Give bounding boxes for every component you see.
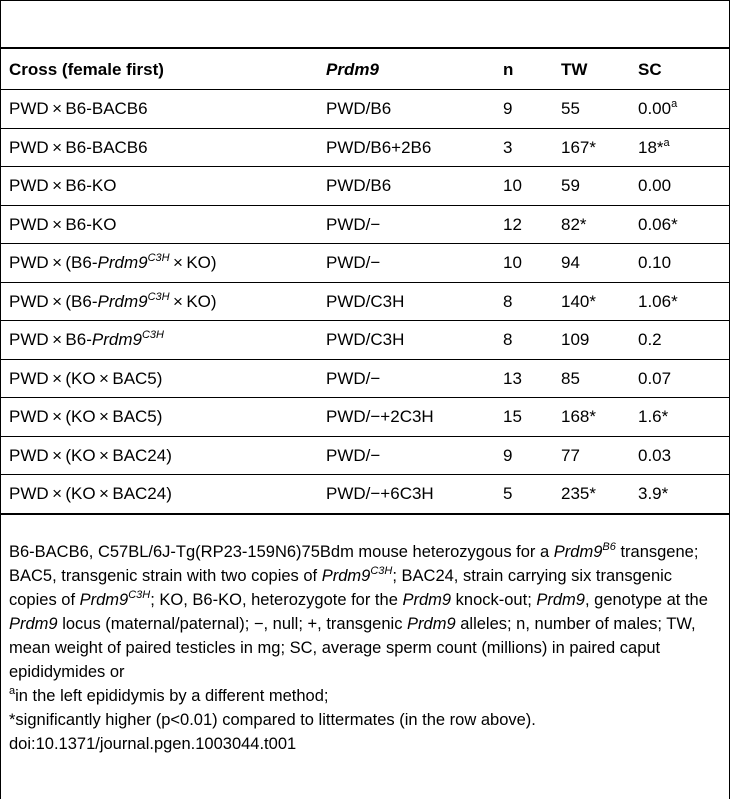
cross-text: PWD × (KO × BAC5) xyxy=(9,368,163,388)
header-tw: TW xyxy=(561,49,638,90)
cross-gene: Prdm9 xyxy=(97,291,148,311)
fn-text: ; BAC24, strain carrying six transgenic copies of xyxy=(9,567,673,609)
table-row xyxy=(1,321,729,360)
cell-n: 9 xyxy=(503,436,561,475)
cell-sc: 0.07 xyxy=(638,359,729,398)
data-table xyxy=(1,49,729,515)
table-row xyxy=(1,475,729,514)
cell-prdm9: PWD/−+2C3H xyxy=(326,398,503,437)
cell-tw: 82* xyxy=(561,205,638,244)
sc-footnote-mark: a xyxy=(671,98,678,111)
table-footnote xyxy=(9,540,721,756)
cell-tw: 167* xyxy=(561,128,638,167)
cross-gene: Prdm9 xyxy=(91,330,142,350)
cell-n: 10 xyxy=(503,167,561,206)
footnote-abbreviations xyxy=(9,540,721,684)
table-row xyxy=(1,282,729,321)
cell-cross xyxy=(1,321,326,360)
cross-text: PWD × (KO × BAC24) xyxy=(9,484,172,504)
cross-text: PWD × (KO × BAC24) xyxy=(9,445,172,465)
cell-prdm9: PWD/B6 xyxy=(326,90,503,129)
fn-allele: B6 xyxy=(602,541,616,553)
cell-cross xyxy=(1,398,326,437)
fn-gene: Prdm9 xyxy=(321,567,371,585)
cross-text-end: × KO) xyxy=(169,253,217,273)
cell-prdm9: PWD/− xyxy=(326,436,503,475)
table-row xyxy=(1,359,729,398)
cell-cross xyxy=(1,205,326,244)
fn-mark: a xyxy=(9,685,16,697)
cell-sc: 0.03 xyxy=(638,436,729,475)
cross-text: PWD × (KO × BAC5) xyxy=(9,407,163,427)
cell-tw: 59 xyxy=(561,167,638,206)
cell-prdm9: PWD/− xyxy=(326,205,503,244)
cross-text-end: × KO) xyxy=(169,291,217,311)
cell-tw: 85 xyxy=(561,359,638,398)
cell-prdm9: PWD/B6+2B6 xyxy=(326,128,503,167)
fn-text: in the left epididymis by a different method; xyxy=(15,687,329,705)
cell-cross xyxy=(1,167,326,206)
cross-text: PWD × B6-BACB6 xyxy=(9,137,148,157)
cell-cross xyxy=(1,359,326,398)
cell-tw: 109 xyxy=(561,321,638,360)
cell-cross xyxy=(1,282,326,321)
cross-text: PWD × B6-KO xyxy=(9,214,117,234)
cross-text: PWD × B6-BACB6 xyxy=(9,99,148,119)
cell-sc: 0.00 xyxy=(638,167,729,206)
header-row xyxy=(1,49,729,90)
cell-sc: 0.06* xyxy=(638,205,729,244)
cross-text: PWD × (B6- xyxy=(9,291,98,311)
fn-text: knock-out; xyxy=(451,591,537,609)
cell-n: 8 xyxy=(503,321,561,360)
cell-n: 12 xyxy=(503,205,561,244)
sc-value: 0.00 xyxy=(638,99,672,119)
fn-gene: Prdm9 xyxy=(402,591,452,609)
sc-value: 18* xyxy=(638,137,664,157)
cell-sc: 0.2 xyxy=(638,321,729,360)
cell-tw: 55 xyxy=(561,90,638,129)
cross-text: PWD × B6- xyxy=(9,330,92,350)
cell-cross xyxy=(1,90,326,129)
cell-prdm9: PWD/C3H xyxy=(326,321,503,360)
table-row xyxy=(1,128,729,167)
table-row xyxy=(1,167,729,206)
table-row xyxy=(1,244,729,283)
cross-allele: C3H xyxy=(141,329,164,342)
cell-prdm9: PWD/− xyxy=(326,359,503,398)
footnote-significance: *significantly higher (p<0.01) compared to littermates (in the row above). xyxy=(9,711,536,729)
cell-n: 13 xyxy=(503,359,561,398)
fn-text: transgene; BAC5, transgenic strain with two copies of xyxy=(9,543,699,585)
fn-allele: C3H xyxy=(370,565,393,577)
fn-gene: Prdm9 xyxy=(536,591,585,609)
cross-text: PWD × (B6- xyxy=(9,253,98,273)
header-cross: Cross (female first) xyxy=(1,49,326,90)
cell-n: 10 xyxy=(503,244,561,283)
cell-cross xyxy=(1,436,326,475)
cross-text: PWD × B6-KO xyxy=(9,176,117,196)
cross-gene: Prdm9 xyxy=(97,253,148,273)
table-row xyxy=(1,398,729,437)
cell-prdm9: PWD/B6 xyxy=(326,167,503,206)
fn-gene: Prdm9 xyxy=(9,615,58,633)
cell-sc: 1.06* xyxy=(638,282,729,321)
cell-n: 5 xyxy=(503,475,561,514)
footnote-a xyxy=(9,684,721,708)
cell-sc: 0.10 xyxy=(638,244,729,283)
cell-sc xyxy=(638,128,729,167)
fn-text: alleles; n, number of males; TW, mean weight of paired testicles in mg; SC, average sperm count (millions) in paired caput epididymides or xyxy=(9,615,696,681)
fn-gene: Prdm9 xyxy=(553,543,603,561)
cell-cross xyxy=(1,475,326,514)
header-n: n xyxy=(503,49,561,90)
fn-gene: Prdm9 xyxy=(79,591,129,609)
cell-n: 9 xyxy=(503,90,561,129)
cross-allele: C3H xyxy=(147,252,170,265)
cell-sc: 1.6* xyxy=(638,398,729,437)
fn-text: locus (maternal/paternal); −, null; +, transgenic xyxy=(57,615,408,633)
cell-sc xyxy=(638,90,729,129)
cell-tw: 168* xyxy=(561,398,638,437)
cross-allele: C3H xyxy=(147,290,170,303)
table-row xyxy=(1,90,729,129)
footnote-doi: doi:10.1371/journal.pgen.1003044.t001 xyxy=(9,735,297,753)
cell-tw: 140* xyxy=(561,282,638,321)
header-sc: SC xyxy=(638,49,729,90)
cell-prdm9: PWD/C3H xyxy=(326,282,503,321)
fn-gene: Prdm9 xyxy=(407,615,456,633)
header-prdm9: Prdm9 xyxy=(326,49,503,90)
cell-cross xyxy=(1,128,326,167)
cell-sc: 3.9* xyxy=(638,475,729,514)
cell-tw: 94 xyxy=(561,244,638,283)
cell-prdm9: PWD/−+6C3H xyxy=(326,475,503,514)
fn-text: ; KO, B6-KO, heterozygote for the xyxy=(150,591,403,609)
fn-text: B6-BACB6, C57BL/6J-Tg(RP23-159N6)75Bdm mouse heterozygous for a xyxy=(9,543,554,561)
sc-footnote-mark: a xyxy=(663,136,670,149)
fn-text: , genotype at the xyxy=(584,591,708,609)
cell-prdm9: PWD/− xyxy=(326,244,503,283)
cell-tw: 77 xyxy=(561,436,638,475)
cell-tw: 235* xyxy=(561,475,638,514)
cell-n: 8 xyxy=(503,282,561,321)
table-row xyxy=(1,205,729,244)
cell-cross xyxy=(1,244,326,283)
fn-allele: C3H xyxy=(128,589,151,601)
cell-n: 3 xyxy=(503,128,561,167)
cell-n: 15 xyxy=(503,398,561,437)
table-row xyxy=(1,436,729,475)
